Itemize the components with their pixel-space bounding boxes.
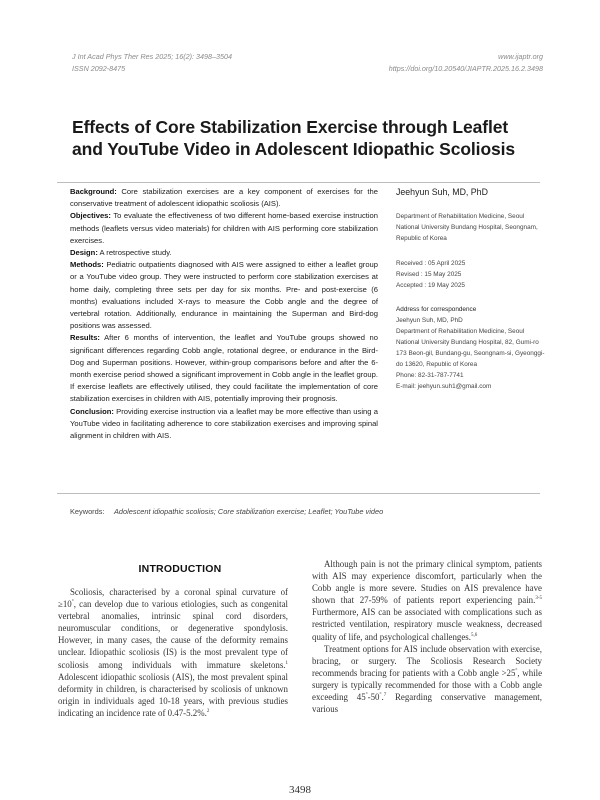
article-dates (396, 258, 546, 291)
citation-ref: 3-5 (535, 596, 542, 602)
degree-mark: ° (515, 668, 518, 674)
keywords-text: Adolescent idiopathic scoliosis; Core stabilization exercise; Leaflet; YouTube video (114, 507, 384, 516)
abstract-methods (70, 259, 378, 332)
results-text: After 6 months of intervention, the leaflet and YouTube groups showed no significant differences regarding Cobb angle, rotational degree, or endurance in the Bird-Dog and Superman positions. However, within-group comparisons before and after the 6-month exercise period showed a significant improvement in Cobb angle in the leaflet group. If exercise leaflets are effectively utilised, they could facilitate the implementation of core stabilization exercises in children with AIS, potentially improving their prognosis. (70, 333, 378, 404)
keywords-label: Keywords: (70, 507, 105, 516)
received-date: Received : 05 April 2025 (396, 260, 466, 267)
intro-text: Scoliosis, characterised by a coronal spinal curvature of ≥10 (58, 587, 288, 610)
section-heading-introduction: INTRODUCTION (138, 563, 222, 575)
page-number: 3498 (289, 784, 311, 796)
intro-text: Treatment options for AIS include observation with exercise, bracing, or surgery. The Scoliosis Research Society recommends bracing for patients with a Cobb angle >25 (312, 643, 542, 678)
intro-paragraph-1 (58, 586, 288, 719)
abstract-background (70, 186, 378, 210)
revised-date: Revised : 15 May 2025 (396, 271, 462, 278)
journal-links (389, 51, 543, 75)
intro-text: Regarding conservative management, various (312, 692, 542, 715)
intro-paragraph-2 (312, 558, 542, 643)
correspondence-phone: Phone: 82-31-787-7741 (396, 372, 464, 379)
abstract-design (70, 247, 378, 259)
intro-text: , can develop due to various etiologies, such as congenital vertebral anomalies, intrinsic spinal cord disorders, neuromuscular conditions, or degenerative spondylosis. However, in many cases, the cause of the deformity remains unclear. Idiopathic scoliosis (IS) is the most prevalent type of scoliosis among individuals with immature skeletons. (58, 599, 288, 670)
body-column-left (58, 586, 288, 719)
intro-text: . (381, 692, 384, 703)
citation-ref: 1 (285, 660, 288, 666)
author-name: Jeehyun Suh, MD, PhD (396, 187, 488, 197)
abstract-bottom-divider (57, 493, 540, 494)
degree-mark: ° (71, 600, 74, 606)
journal-citation (72, 51, 232, 75)
intro-text: Although pain is not the primary clinical symptom, patients with AIS may experience discomfort, particularly when the Cobb angle is more severe. Studies on AIS prevalence have shown that 27-59% of patients report experiencing pain. (312, 559, 542, 606)
intro-text: Adolescent idiopathic scoliosis (AIS), the most prevalent spinal deformity in children, is characterised by scoliosis of unknown origin in individuals aged 10-18 years, with previous studies indicating an incidence rate of 0.47-5.2%. (58, 671, 288, 718)
issn-line: ISSN 2092-8475 (72, 64, 126, 73)
journal-citation-line: J Int Acad Phys Ther Res 2025; 16(2): 3498–3504 (72, 52, 232, 61)
body-column-right (312, 558, 542, 715)
conclusion-label: Conclusion: (70, 406, 114, 416)
objectives-text: To evaluate the effectiveness of two different home-based exercise instruction methods (leaflets versus video materials) for children with AIS performing core stabilization exercises. (70, 211, 378, 245)
correspondence-address: Department of Rehabilitation Medicine, Seoul National University Bundang Hospital, 82, Gumi-ro 173 Beon-gil, Bundang-gu, Seongnam-si, Gyeonggi-do 13620, Republic of Korea (396, 328, 545, 368)
citation-ref: 2 (206, 708, 210, 714)
correspondence-name: Jeehyun Suh, MD, PhD (396, 317, 463, 324)
intro-text: -50 (367, 692, 380, 703)
methods-text: Pediatric outpatients diagnosed with AIS were assigned to either a leaflet group or a YouTube video group. They were instructed to perform core stabilization exercises at home daily, completing three sets per day for six months. Pre- and post-exercise (6 months) evaluations included X-rays to measure the Cobb angle and the degree of vertebral rotation. Additionally, endurance in maintaining the Superman and Bird-dog positions was assessed. (70, 260, 378, 331)
background-text: Core stabilization exercises are a key component of exercises for the conservative treatment of adolescent idiopathic scoliosis (AIS). (70, 187, 378, 209)
correspondence-email[interactable]: E-mail: jeehyun.suh1@gmail.com (396, 383, 492, 390)
article-title: Effects of Core Stabilization Exercise through Leaflet and YouTube Video in Adolescent Idiopathic Scoliosis (72, 117, 516, 159)
degree-mark: ° (365, 693, 368, 699)
abstract-results (70, 332, 378, 405)
abstract (70, 186, 378, 442)
journal-website-link[interactable]: www.ijaptr.org (498, 52, 543, 61)
objectives-label: Objectives: (70, 211, 111, 221)
intro-text: , while surgery is typically recommended for those with a Cobb angle exceeding 45 (312, 667, 543, 703)
citation-ref: 5,6 (470, 632, 478, 638)
design-text: A retrospective study. (97, 248, 172, 258)
degree-mark: ° (379, 693, 382, 699)
abstract-top-divider (57, 182, 540, 183)
correspondence-heading: Address for correspondence (396, 306, 477, 313)
results-label: Results: (70, 333, 100, 343)
conclusion-text: Providing exercise instruction via a leaflet may be more effective than using a YouTube video in facilitating adherence to core stabilization exercises and improving spinal alignment in children with AIS. (70, 406, 378, 441)
doi-link[interactable]: https://doi.org/10.20540/JIAPTR.2025.16.2.3498 (388, 64, 543, 73)
design-label: Design: (70, 248, 98, 258)
methods-label: Methods: (70, 260, 104, 270)
intro-paragraph-3 (312, 643, 542, 716)
background-label: Background: (70, 187, 117, 196)
author-affiliation: Department of Rehabilitation Medicine, Seoul National University Bundang Hospital, Seongnam, Republic of Korea (396, 213, 538, 242)
intro-text: Furthermore, AIS can be associated with complications such as restricted ventilation, respiratory muscle weakness, decreased quality of life, and psychological challenges. (312, 607, 542, 642)
accepted-date: Accepted : 19 May 2025 (396, 282, 465, 289)
citation-ref: 7 (383, 693, 387, 699)
author-sidebar (396, 186, 546, 392)
abstract-conclusion (70, 406, 378, 443)
abstract-objectives (70, 210, 378, 247)
